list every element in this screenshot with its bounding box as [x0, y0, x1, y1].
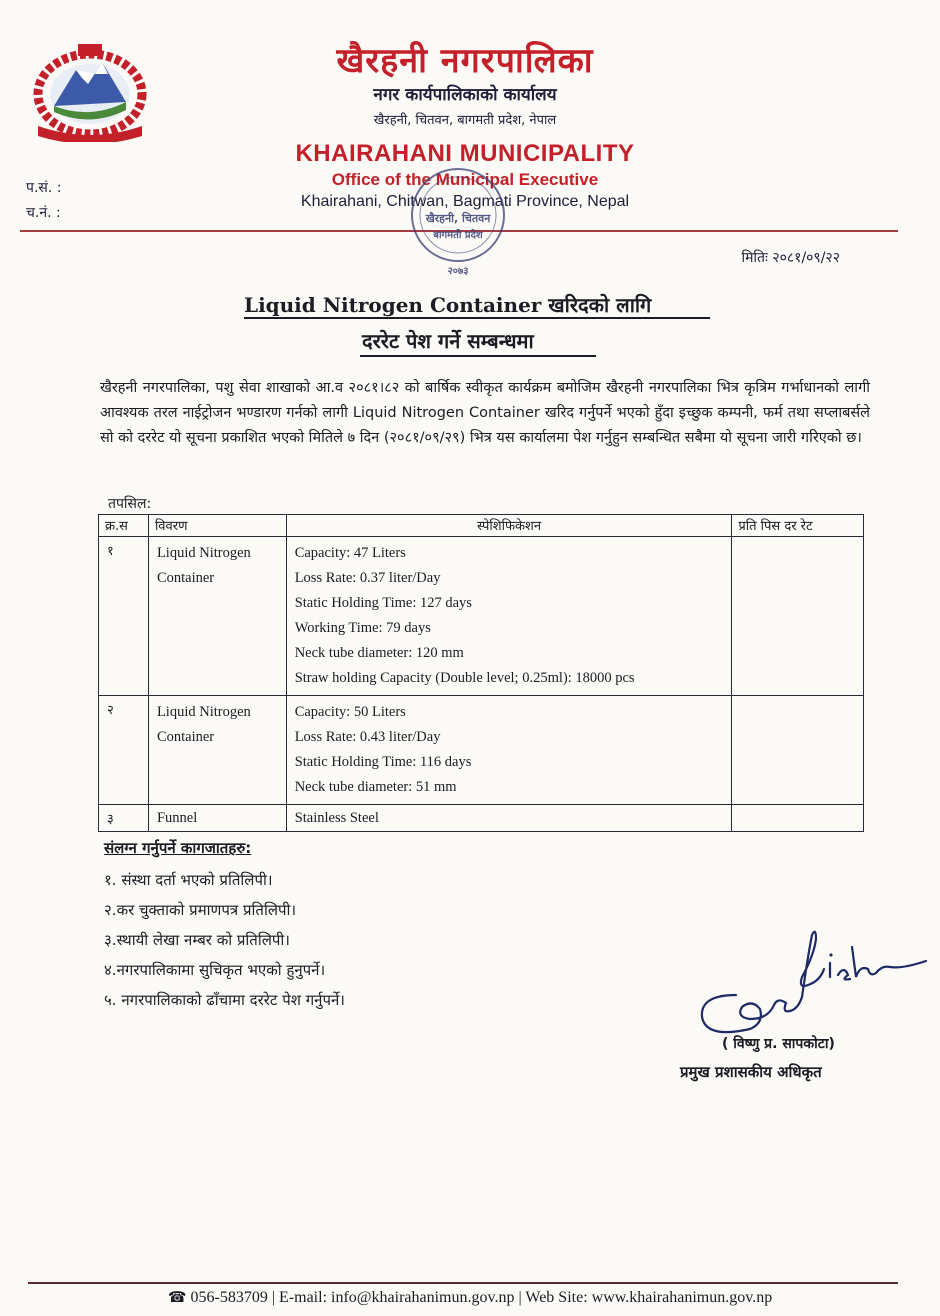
details-label: तपसिल: — [108, 496, 152, 512]
table-row — [99, 696, 864, 805]
header-description: विवरण — [148, 515, 286, 537]
spec-line: Straw holding Capacity (Double level; 0.25ml): 18000 pcs — [294, 670, 635, 686]
row-description — [148, 537, 286, 696]
address-english: Khairahani, Chitwan, Bagmati Province, Nepal — [300, 193, 630, 210]
office-name-nepali: नगर कार्यपालिकाको कार्यालय — [373, 85, 557, 105]
notice-body-paragraph: खैरहनी नगरपालिका, पशु सेवा शाखाको आ.व २०८१।८२ को बार्षिक स्वीकृत कार्यक्रम बमोजिम खैरहनी नगरपालिका भित्र कृत्रिम गर्भाधानको लागी आवश्यक तरल नाईट्रोजन भण्डारण गर्नको लागी Liquid Nitrogen Container खरिद गर्नुपर्ने भएको हुँदा इच्छुक कम्पनी, फर्म तथा सप्लाबर्सले सो को दररेट यो सूचना प्रकाशित भएको मितिले ७ दिन (२०८१/०९/२९) भित्र यस कार्यालमा पेश गर्नुहुन सम्बन्धित सबैमा यो सूचना जारी गरिएको छ। — [100, 380, 870, 446]
letter-number-label: प.सं. : — [26, 180, 62, 196]
nepal-emblem-icon — [26, 40, 154, 142]
table-row — [99, 805, 864, 832]
specification-table — [98, 514, 864, 832]
list-item: २.कर चुक्ताको प्रमाणपत्र प्रतिलिपी। — [104, 901, 297, 919]
office-name-english: Office of the Municipal Executive — [331, 170, 599, 189]
header-serial-number: क्र.स — [99, 515, 149, 537]
row-serial-number: १ — [99, 537, 149, 696]
footer-separator: | — [271, 1289, 276, 1306]
footer-divider — [28, 1282, 898, 1284]
row-specification — [286, 805, 732, 832]
address-nepali: खैरहनी, चितवन, बागमती प्रदेश, नेपाल — [373, 113, 557, 128]
description-line: Liquid Nitrogen — [156, 545, 251, 561]
spec-line: Working Time: 79 days — [294, 620, 431, 636]
spec-line: Capacity: 50 Liters — [294, 704, 406, 720]
row-description — [148, 696, 286, 805]
subject-underline-1 — [244, 317, 710, 319]
list-item: १. संस्था दर्ता भएको प्रतिलिपी। — [104, 871, 273, 889]
description-line: Container — [156, 570, 215, 586]
signatory-name: ( विष्णु प्र. सापकोटा) — [722, 1036, 835, 1052]
spec-line: Loss Rate: 0.37 liter/Day — [294, 570, 441, 586]
seal-line-2: बागमती प्रदेश — [433, 230, 483, 241]
required-documents-heading: संलग्न गर्नुपर्ने कागजातहरु: — [104, 839, 252, 857]
subject-line-1: Liquid Nitrogen Container खरिदको लागि — [244, 293, 652, 317]
description-line: Container — [156, 729, 215, 745]
footer-email[interactable]: E-mail: info@khairahanimun.gov.np — [279, 1289, 515, 1306]
header-specification: स्पेशिफिकेशन — [286, 515, 732, 537]
municipality-name-nepali: खैरहनी नगरपालिका — [336, 41, 594, 81]
seal-line-1: खैरहनी, चितवन — [425, 212, 491, 225]
table-row — [99, 537, 864, 696]
row-specification — [286, 696, 732, 805]
required-documents-list — [104, 866, 345, 1016]
list-item: ५. नगरपालिकाको ढाँचामा दररेट पेश गर्नुपर्ने। — [104, 991, 345, 1009]
list-item: ३.स्थायी लेखा नम्बर को प्रतिलिपी। — [104, 931, 290, 949]
row-rate-cell — [732, 696, 864, 805]
phone-icon: ☎ — [167, 1290, 187, 1306]
seal-line-3: २०७३ — [447, 266, 469, 277]
list-item: ४.नगरपालिकामा सुचिकृत भएको हुनुपर्ने। — [104, 961, 326, 979]
signatory-title: प्रमुख प्रशासकीय अधिकृत — [680, 1063, 822, 1081]
subject-underline-2 — [360, 355, 596, 357]
dispatch-number-label: च.नं. : — [26, 205, 61, 221]
row-description — [148, 805, 286, 832]
row-specification — [286, 537, 732, 696]
description-line: Funnel — [156, 810, 198, 826]
row-serial-number: २ — [99, 696, 149, 805]
footer-contact — [0, 1288, 940, 1307]
footer-phone: 056-583709 — [190, 1289, 268, 1306]
spec-line: Neck tube diameter: 120 mm — [294, 645, 464, 661]
spec-line: Neck tube diameter: 51 mm — [294, 779, 457, 795]
spec-line: Static Holding Time: 127 days — [294, 595, 472, 611]
row-serial-number: ३ — [99, 805, 149, 832]
municipality-name-english: KHAIRAHANI MUNICIPALITY — [295, 140, 635, 167]
spec-line: Loss Rate: 0.43 liter/Day — [294, 729, 441, 745]
spec-line: Stainless Steel — [294, 810, 379, 826]
footer-separator: | — [518, 1289, 522, 1306]
spec-line: Static Holding Time: 116 days — [294, 754, 472, 770]
row-rate-cell — [732, 805, 864, 832]
subject-line-2: दररेट पेश गर्ने सम्बन्धमा — [362, 329, 534, 353]
description-line: Liquid Nitrogen — [156, 704, 251, 720]
table-header-row — [99, 515, 864, 537]
notice-date: मितिः २०८१/०९/२२ — [741, 250, 840, 266]
row-rate-cell — [732, 537, 864, 696]
office-seal-stamp — [388, 160, 528, 290]
header-rate-per-piece: प्रति पिस दर रेट — [732, 515, 864, 537]
spec-line: Capacity: 47 Liters — [294, 545, 406, 561]
footer-website[interactable]: Web Site: www.khairahanimun.gov.np — [525, 1289, 773, 1306]
